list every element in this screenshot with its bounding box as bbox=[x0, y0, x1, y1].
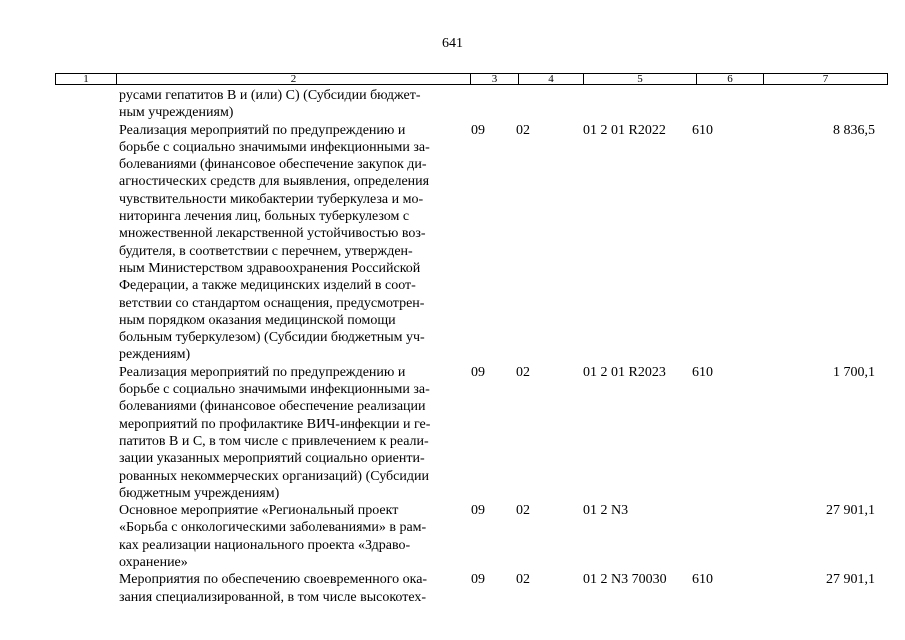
description-line: болеваниями (финансовое обеспечение закупок ди- bbox=[119, 157, 427, 173]
target-article-code: 01 2 01 R2022 bbox=[583, 122, 666, 138]
description-line: ным Министерством здравоохранения Российской bbox=[119, 260, 421, 276]
expense-type-code: 610 bbox=[692, 572, 713, 588]
column-number-5: 5 bbox=[584, 74, 697, 85]
column-number-4: 4 bbox=[519, 74, 584, 85]
description-line: ниторинга лечения лиц, больных туберкулезом с bbox=[119, 209, 410, 225]
subsection-code: 02 bbox=[516, 503, 530, 519]
amount-value: 1 700,1 bbox=[833, 364, 875, 380]
description-line: Основное мероприятие «Региональный проект bbox=[119, 503, 399, 519]
expense-type-code: 610 bbox=[692, 122, 713, 138]
amount-value: 27 901,1 bbox=[826, 572, 875, 588]
description-line: Реализация мероприятий по предупреждению и bbox=[119, 122, 406, 138]
description-line: Реализация мероприятий по предупреждению и bbox=[119, 364, 406, 380]
description-line: Мероприятия по обеспечению своевременного ока- bbox=[119, 572, 428, 588]
description-line: борьбе с социально значимыми инфекционными за- bbox=[119, 382, 430, 398]
column-number-header bbox=[55, 73, 888, 85]
row-description bbox=[119, 122, 457, 364]
row-description bbox=[119, 364, 457, 502]
table-row bbox=[0, 364, 905, 502]
description-line: будителя, в соответствии с перечнем, утвержден- bbox=[119, 243, 413, 259]
row-description bbox=[119, 87, 457, 122]
table-row bbox=[0, 571, 905, 606]
description-line: патитов В и С, в том числе с привлечением к реали- bbox=[119, 433, 429, 449]
column-number-2: 2 bbox=[117, 74, 471, 85]
description-line: болеваниями (финансовое обеспечение реализации bbox=[119, 399, 426, 415]
description-line: зации указанных мероприятий социально ориенти- bbox=[119, 451, 425, 467]
description-line: мероприятий по профилактике ВИЧ-инфекции и ге- bbox=[119, 416, 431, 432]
description-line: чувствительности микобактерии туберкулеза и мо- bbox=[119, 191, 424, 207]
table-row bbox=[0, 122, 905, 364]
amount-value: 27 901,1 bbox=[826, 503, 875, 519]
description-line: множественной лекарственной устойчивостью воз- bbox=[119, 226, 426, 242]
section-code: 09 bbox=[471, 364, 485, 380]
subsection-code: 02 bbox=[516, 364, 530, 380]
budget-table-body bbox=[0, 87, 905, 606]
target-article-code: 01 2 N3 70030 bbox=[583, 572, 667, 588]
description-line: Федерации, а также медицинских изделий в соот- bbox=[119, 278, 416, 294]
column-number-1: 1 bbox=[56, 74, 117, 85]
description-line: реждениям) bbox=[119, 347, 191, 363]
description-line: ветствии со стандартом оснащения, предусмотрен- bbox=[119, 295, 425, 311]
section-code: 09 bbox=[471, 572, 485, 588]
subsection-code: 02 bbox=[516, 122, 530, 138]
page-number: 641 bbox=[442, 36, 463, 51]
row-description bbox=[119, 502, 457, 571]
subsection-code: 02 bbox=[516, 572, 530, 588]
table-row bbox=[0, 87, 905, 122]
description-line: ным порядком оказания медицинской помощи bbox=[119, 312, 396, 328]
expense-type-code: 610 bbox=[692, 364, 713, 380]
table-row bbox=[0, 502, 905, 571]
column-number-3: 3 bbox=[471, 74, 519, 85]
target-article-code: 01 2 01 R2023 bbox=[583, 364, 666, 380]
column-number-6: 6 bbox=[697, 74, 764, 85]
section-code: 09 bbox=[471, 122, 485, 138]
amount-value: 8 836,5 bbox=[833, 122, 875, 138]
description-line: зания специализированной, в том числе высокотех- bbox=[119, 589, 427, 605]
description-line: больным туберкулезом) (Субсидии бюджетным уч- bbox=[119, 330, 425, 346]
description-line: борьбе с социально значимыми инфекционными за- bbox=[119, 139, 430, 155]
row-description bbox=[119, 571, 457, 606]
description-line: рованных некоммерческих организаций) (Субсидии bbox=[119, 468, 429, 484]
description-line: ках реализации национального проекта «Здраво- bbox=[119, 537, 411, 553]
description-line: ным учреждениям) bbox=[119, 105, 234, 121]
description-line: охранение» bbox=[119, 555, 188, 571]
description-line: бюджетным учреждениям) bbox=[119, 485, 280, 501]
column-number-7: 7 bbox=[764, 74, 888, 85]
target-article-code: 01 2 N3 bbox=[583, 503, 629, 519]
section-code: 09 bbox=[471, 503, 485, 519]
description-line: «Борьба с онкологическими заболеваниями» в рам- bbox=[119, 520, 427, 536]
description-line: русами гепатитов В и (или) С) (Субсидии бюджет- bbox=[119, 88, 421, 103]
description-line: агностических средств для выявления, определения bbox=[119, 174, 430, 190]
